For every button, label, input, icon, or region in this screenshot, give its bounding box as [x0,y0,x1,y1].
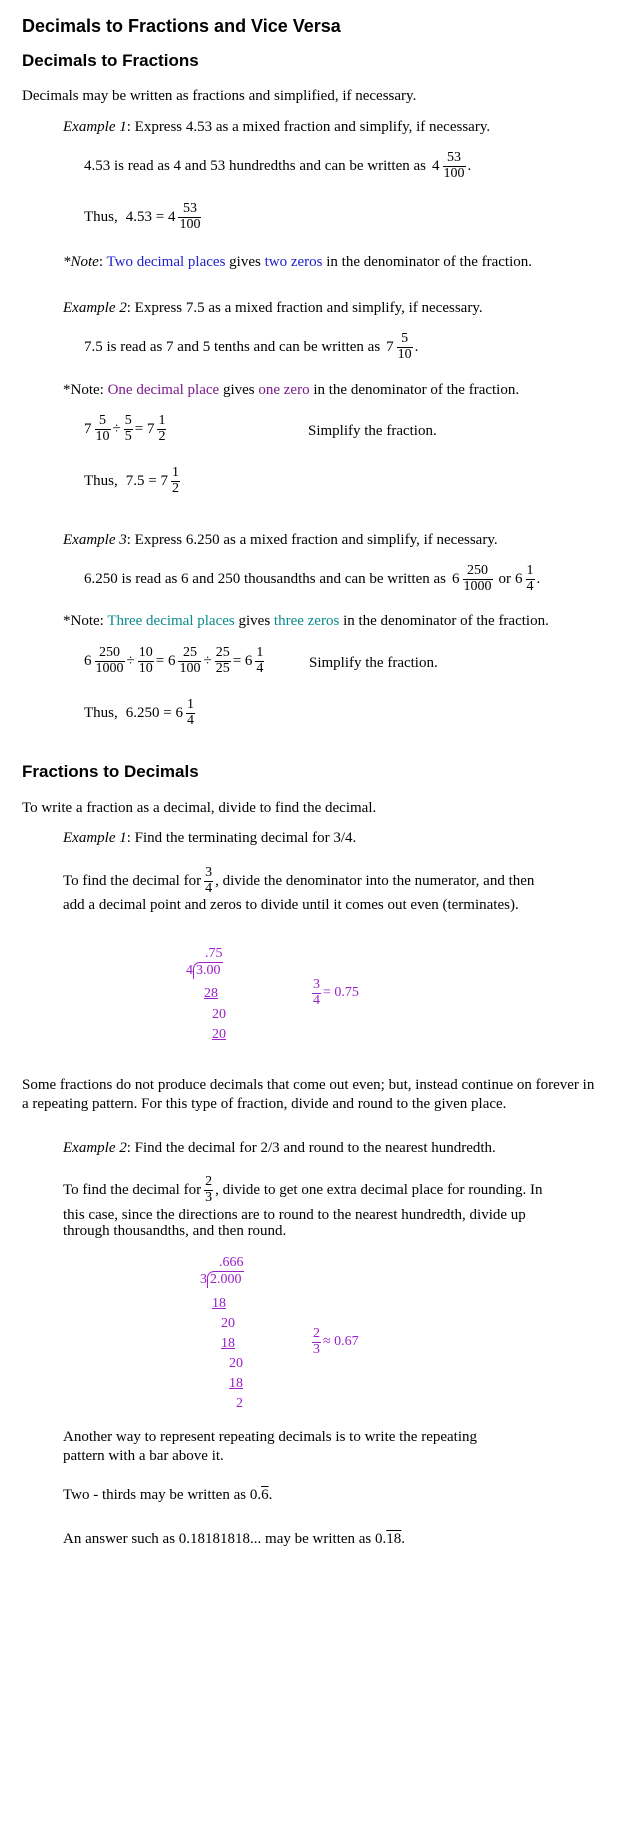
s1-example1-prompt: Example 1: Express 4.53 as a mixed fraction and simplify, if necessary. [63,119,491,135]
division-step: 18 [229,1376,243,1391]
section2-intro: To write a fraction as a decimal, divide to find the decimal. [22,800,377,816]
fraction: $\frac{10}{10}$ [138,645,153,676]
long-division-quotient: .75 [205,946,223,961]
s2-example1-prompt: Example 1: Find the terminating decimal for 3/4. [63,830,357,846]
division-result-3-4: $\frac{3}{4}$ = 0.75 [313,977,359,1008]
fraction: $\frac{53}{100}$ [179,201,201,232]
fraction: $\frac{5}{10}$ [397,331,412,362]
fraction: $\frac{1}{4}$ [526,563,534,594]
fraction: $\frac{5}{10}$ [95,413,110,444]
s1-example2-prompt: Example 2: Express 7.5 as a mixed fraction and simplify, if necessary. [63,300,483,316]
page-title: Decimals to Fractions and Vice Versa [22,16,341,36]
repeating-digits: 6 [261,1487,269,1503]
division-step: 28 [204,986,218,1001]
repeating-answer-notation: An answer such as 0.18181818... may be written as 0.18. [63,1531,406,1547]
s1-example2-read: 7.5 is read as 7 and 5 tenths and can be written as 7 $\frac{5}{10}$ . [84,331,419,362]
s1-example1-read: 4.53 is read as 4 and 53 hundredths and can be written as 4 $\frac{53}{100}$ . [84,150,472,181]
repeating-intro: Some fractions do not produce decimals that come out even; but, instead continue on forever in a repeating pattern. For this type of fraction, divide and round to the given place. [22,1077,595,1112]
fraction: $\frac{1}{2}$ [158,413,166,444]
division-step: 20 [212,1007,226,1022]
s2-example2-prompt: Example 2: Find the decimal for 2/3 and round to the nearest hundredth. [63,1140,496,1156]
division-step: 2 [236,1396,243,1411]
s2-example1-line1: To find the decimal for $\frac{3}{4}$ , divide the denominator into the numerator, and then [63,865,535,896]
dividend: 3.00 [193,962,223,979]
fraction: $\frac{5}{5}$ [124,413,132,444]
s1-example2-simplify-label: Simplify the fraction. [308,423,437,439]
division-result-2-3: $\frac{2}{3}$ ≈ 0.67 [313,1326,359,1357]
bar-notation-text: Another way to represent repeating decimals is to write the repeating pattern with a bar above it. [63,1429,478,1464]
fraction: $\frac{3}{4}$ [205,865,213,896]
s2-example2-line3: through thousandths, and then round. [63,1223,287,1239]
repeating-digits: 18 [386,1531,402,1547]
s1-example3-prompt: Example 3: Express 6.250 as a mixed fraction and simplify, if necessary. [63,532,498,548]
fraction: $\frac{25}{100}$ [179,645,201,676]
division-step: 20 [212,1027,226,1042]
s1-note3: *Note: Three decimal places gives three zeros in the denominator of the fraction. [63,613,549,629]
dividend: 2.000 [207,1271,244,1288]
two-thirds-notation: Two - thirds may be written as 0.6. [63,1487,273,1503]
s1-example1-result: Thus, 4.53 = 4 $\frac{53}{100}$ [84,201,201,232]
section-heading-fractions-to-decimals: Fractions to Decimals [22,762,199,781]
divisor: 3 [200,1272,207,1287]
fraction: $\frac{1}{4}$ [256,645,264,676]
s1-example2-simplify-equation: 7 $\frac{5}{10}$ ÷ $\frac{5}{5}$ = 7 $\frac{1}{2}$ [84,413,166,444]
division-step: 18 [221,1336,235,1351]
long-division-quotient: .666 [219,1255,244,1270]
divisor: 4 [186,963,193,978]
s1-example3-result: Thus, 6.250 = 6 $\frac{1}{4}$ [84,697,194,728]
s2-example2-line1: To find the decimal for $\frac{2}{3}$ , divide to get one extra decimal place for rounding. In [63,1174,543,1205]
fraction: $\frac{1}{2}$ [171,465,179,496]
s2-example2-line2: this case, since the directions are to round to the nearest hundredth, divide up [63,1207,526,1223]
example-label: Example 1 [63,119,127,135]
fraction: $\frac{2}{3}$ [313,1326,320,1357]
section1-intro: Decimals may be written as fractions and simplified, if necessary. [22,88,417,104]
fraction: $\frac{250}{1000}$ [95,645,124,676]
long-division-2-3 [200,1271,244,1288]
division-step: 20 [229,1356,243,1371]
s1-example3-read: 6.250 is read as 6 and 250 thousandths and can be written as 6 $\frac{250}{1000}$ or 6 $\frac{1}{4}$ . [84,563,541,594]
s1-note2: *Note: One decimal place gives one zero in the denominator of the fraction. [63,382,520,398]
fraction: $\frac{250}{1000}$ [463,563,492,594]
division-step: 20 [221,1316,235,1331]
fraction: $\frac{3}{4}$ [313,977,320,1008]
long-division-3-4 [186,962,223,979]
fraction: $\frac{53}{100}$ [443,150,465,181]
fraction: $\frac{2}{3}$ [205,1174,213,1205]
section-heading-decimals-to-fractions: Decimals to Fractions [22,51,199,70]
division-step: 18 [212,1296,226,1311]
s1-example3-simplify-label: Simplify the fraction. [309,655,438,671]
fraction: $\frac{25}{25}$ [215,645,230,676]
s1-example2-result: Thus, 7.5 = 7 $\frac{1}{2}$ [84,465,179,496]
s1-note1: *Note: Two decimal places gives two zeros in the denominator of the fraction. [63,254,533,270]
s1-example3-simplify-equation: 6 $\frac{250}{1000}$ ÷ $\frac{10}{10}$ = 6 $\frac{25}{100}$ ÷ $\frac{25}{25}$ = 6 $\frac{1}{4}$ [84,645,264,676]
fraction: $\frac{1}{4}$ [186,697,194,728]
s2-example1-line2: add a decimal point and zeros to divide until it comes out even (terminates). [63,897,519,913]
